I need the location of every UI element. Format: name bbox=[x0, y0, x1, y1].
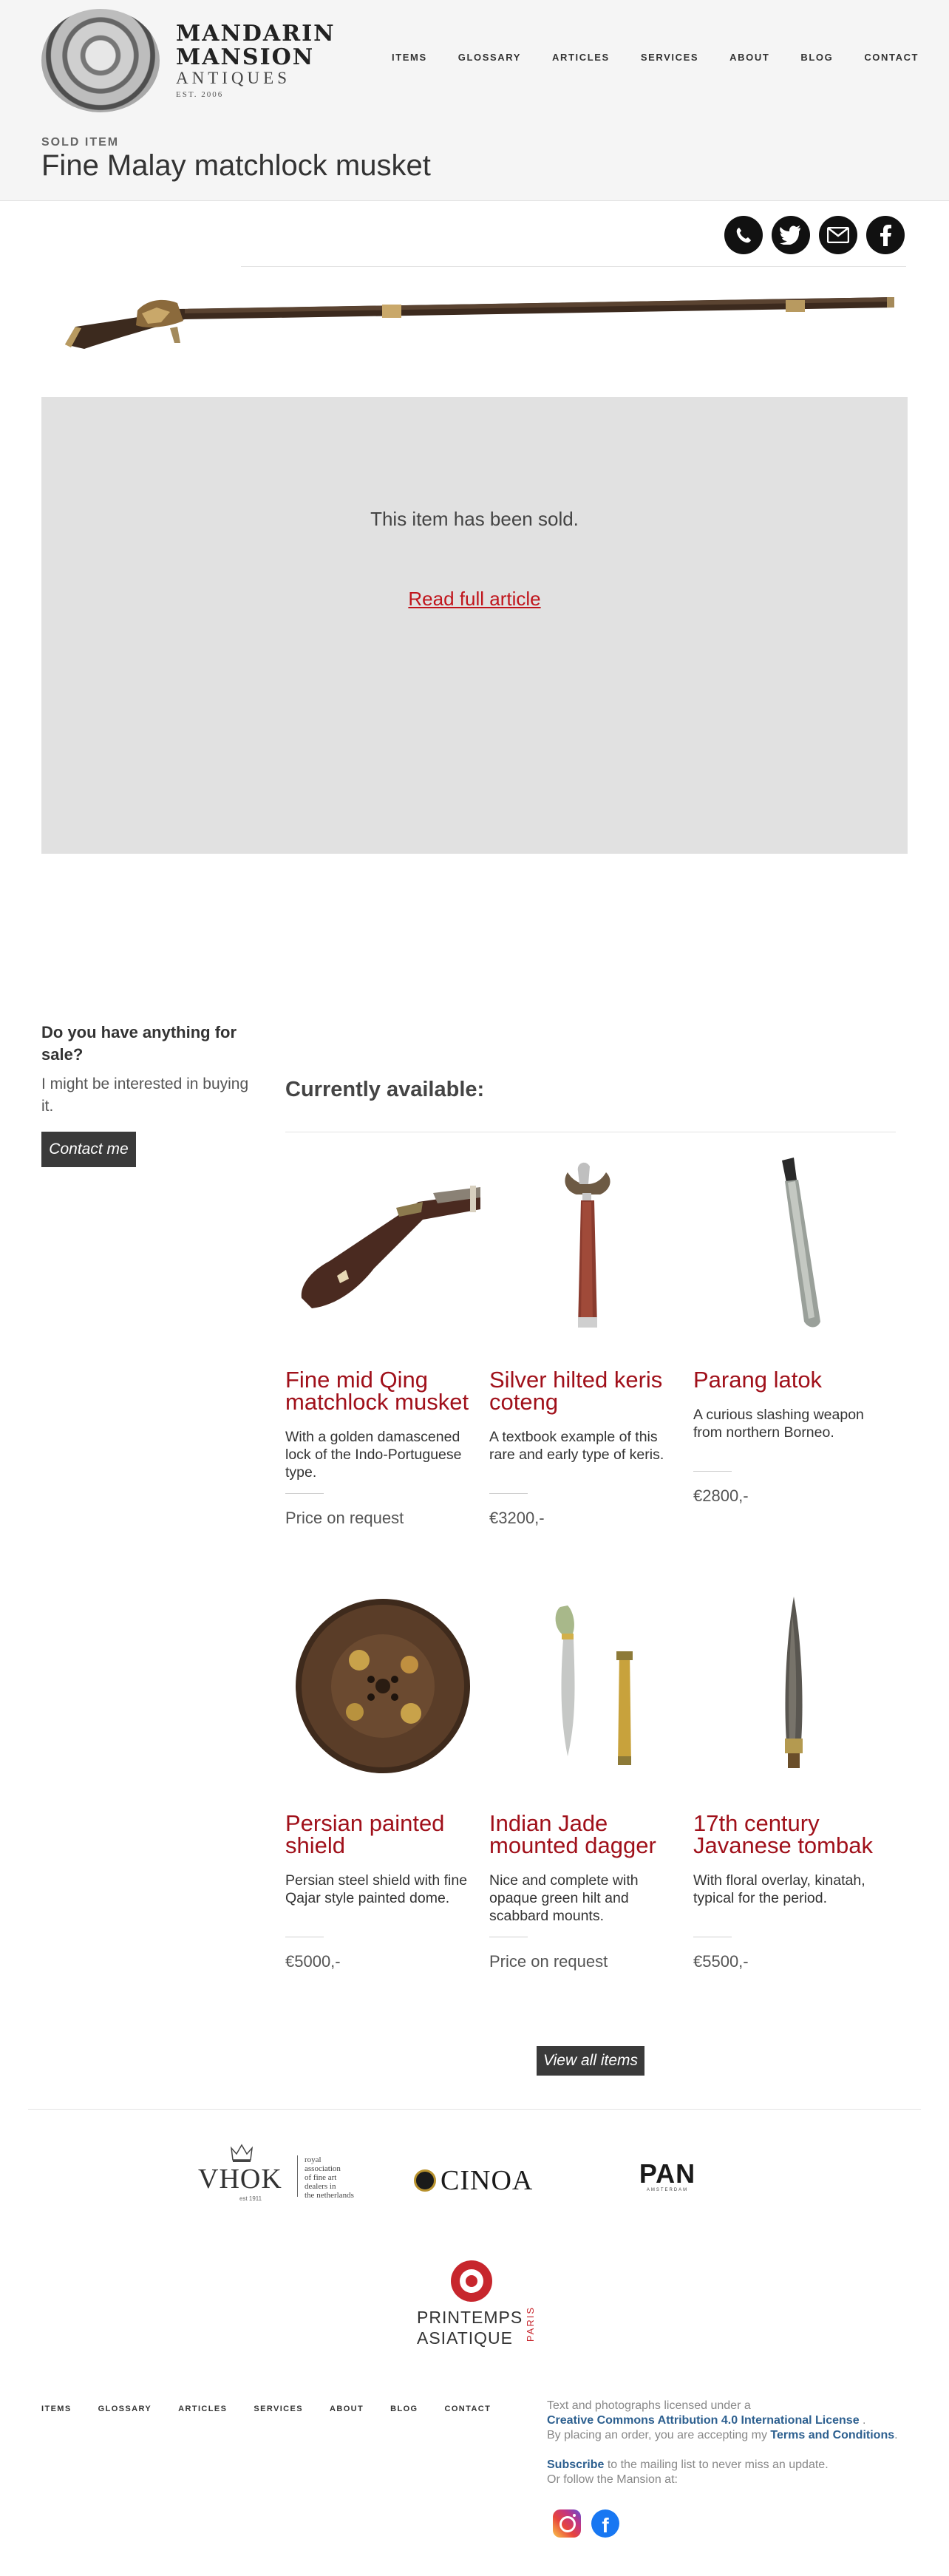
cinoa-emblem-icon bbox=[414, 2169, 436, 2192]
currently-available-heading: Currently available: bbox=[285, 1078, 485, 1101]
cc-license-link[interactable]: Creative Commons Attribution 4.0 International License bbox=[547, 2414, 860, 2427]
twitter-icon[interactable] bbox=[772, 216, 810, 254]
product-card[interactable] bbox=[285, 1150, 480, 1528]
nav-items[interactable]: ITEMS bbox=[392, 51, 427, 63]
instagram-icon[interactable] bbox=[553, 2509, 581, 2538]
product-title[interactable]: 17th century Javanese tombak bbox=[693, 1810, 873, 1858]
pan-wordmark: PAN bbox=[639, 2158, 696, 2189]
nav-contact[interactable]: CONTACT bbox=[864, 51, 919, 63]
product-image-keris[interactable] bbox=[489, 1150, 684, 1335]
product-image-parang[interactable] bbox=[693, 1150, 888, 1335]
footer-nav-blog[interactable]: BLOG bbox=[390, 2405, 418, 2413]
product-description: Persian steel shield with fine Qajar style painted dome. bbox=[285, 1872, 468, 1906]
product-title[interactable]: Indian Jade mounted dagger bbox=[489, 1810, 656, 1858]
printemps-asiatique-logo[interactable] bbox=[414, 2260, 540, 2354]
product-price: Price on request bbox=[285, 1509, 404, 1527]
product-card[interactable] bbox=[489, 1594, 684, 1971]
divider bbox=[28, 2109, 921, 2110]
site-logo[interactable] bbox=[41, 9, 336, 112]
product-card[interactable] bbox=[489, 1150, 684, 1528]
share-bar bbox=[724, 216, 905, 254]
logo-wordmark bbox=[176, 22, 336, 99]
page-title: Fine Malay matchlock musket bbox=[41, 149, 431, 182]
product-title[interactable]: Persian painted shield bbox=[285, 1810, 445, 1858]
logo-line-est: EST. 2006 bbox=[176, 90, 224, 99]
product-price: Price on request bbox=[489, 1952, 608, 1971]
product-card[interactable] bbox=[693, 1150, 888, 1506]
divider bbox=[285, 1493, 324, 1494]
product-image-jade-dagger[interactable] bbox=[489, 1594, 684, 1778]
sold-message: This item has been sold. bbox=[370, 508, 579, 530]
license-block: Text and photographs licensed under a Creative Commons Attribution 4.0 International License . By placing an order, you are accepting my Terms and Conditions. Subscribe to the mailing list to never miss an update. Or follow the Mansion at: bbox=[547, 2399, 916, 2487]
product-description: With floral overlay, kinatah, typical for the period. bbox=[693, 1872, 865, 1906]
product-description: A curious slashing weapon from northern Borneo. bbox=[693, 1407, 864, 1441]
subscribe-link[interactable]: Subscribe bbox=[547, 2458, 605, 2471]
product-card[interactable] bbox=[693, 1594, 888, 1971]
footer-nav-articles[interactable]: ARTICLES bbox=[178, 2405, 228, 2413]
crown-icon bbox=[231, 2144, 253, 2163]
footer-nav-glossary[interactable]: GLOSSARY bbox=[98, 2405, 152, 2413]
product-description: With a golden damascened lock of the Indo-Portuguese type. bbox=[285, 1429, 462, 1481]
logo-line-mandarin: MANDARIN bbox=[176, 21, 336, 47]
logo-line-mansion: MANSION bbox=[176, 44, 315, 70]
divider bbox=[693, 1471, 732, 1472]
sold-notice-box bbox=[41, 397, 908, 854]
sell-text: I might be interested in buying it. bbox=[41, 1075, 249, 1115]
footer-nav-about[interactable]: ABOUT bbox=[330, 2405, 364, 2413]
phone-icon[interactable] bbox=[724, 216, 763, 254]
printemps-emblem-icon bbox=[451, 2260, 492, 2302]
facebook-icon[interactable]: f bbox=[591, 2509, 619, 2538]
follow-text: Or follow the Mansion at: bbox=[547, 2473, 678, 2486]
divider bbox=[241, 266, 906, 267]
product-image-shield[interactable] bbox=[285, 1594, 480, 1778]
view-all-items-button[interactable]: View all items bbox=[537, 2046, 644, 2076]
main-nav bbox=[392, 49, 949, 65]
read-full-article-link[interactable]: Read full article bbox=[408, 588, 541, 610]
product-price: €5500,- bbox=[693, 1952, 749, 1971]
subscribe-text: to the mailing list to never miss an update. bbox=[607, 2458, 829, 2471]
footer-nav-contact[interactable]: CONTACT bbox=[444, 2405, 491, 2413]
printemps-side-label: PARIS bbox=[525, 2306, 536, 2342]
item-image-musket[interactable] bbox=[59, 281, 902, 355]
social-links bbox=[553, 2509, 619, 2538]
divider bbox=[297, 2155, 298, 2197]
product-price: €3200,- bbox=[489, 1509, 545, 1527]
nav-articles[interactable]: ARTICLES bbox=[552, 51, 610, 63]
product-price: €2800,- bbox=[693, 1486, 749, 1505]
sold-item-label: SOLD ITEM bbox=[41, 136, 120, 149]
terms-link[interactable]: Terms and Conditions bbox=[770, 2429, 895, 2441]
cinoa-wordmark: CINOA bbox=[441, 2165, 534, 2196]
product-description: A textbook example of this rare and early type of keris. bbox=[489, 1429, 664, 1463]
nav-services[interactable]: SERVICES bbox=[640, 51, 699, 63]
contact-me-button[interactable]: Contact me bbox=[41, 1132, 136, 1167]
terms-intro-text: By placing an order, you are accepting my bbox=[547, 2429, 767, 2441]
nav-about[interactable]: ABOUT bbox=[729, 51, 770, 63]
product-price: €5000,- bbox=[285, 1952, 341, 1971]
vhok-wordmark: VHOK bbox=[198, 2164, 282, 2195]
license-text: Text and photographs licensed under a bbox=[547, 2399, 751, 2412]
printemps-line1: PRINTEMPS bbox=[417, 2308, 523, 2327]
nav-glossary[interactable]: GLOSSARY bbox=[458, 51, 522, 63]
footer-nav-items[interactable]: ITEMS bbox=[41, 2405, 72, 2413]
product-title[interactable]: Parang latok bbox=[693, 1367, 823, 1393]
divider bbox=[489, 1493, 528, 1494]
email-icon[interactable] bbox=[819, 216, 857, 254]
vhok-description: royal association of fine art dealers in the netherlands bbox=[305, 2155, 354, 2200]
pan-logo[interactable] bbox=[634, 2160, 701, 2192]
sell-heading: Do you have anything for sale? bbox=[41, 1023, 237, 1064]
facebook-icon[interactable] bbox=[866, 216, 905, 254]
product-description: Nice and complete with opaque green hilt and scabbard mounts. bbox=[489, 1872, 639, 1924]
product-card[interactable] bbox=[285, 1594, 480, 1971]
product-title[interactable]: Fine mid Qing matchlock musket bbox=[285, 1367, 469, 1415]
footer-nav-services[interactable]: SERVICES bbox=[254, 2405, 303, 2413]
footer-nav bbox=[41, 2405, 517, 2413]
vhok-est: est 1911 bbox=[239, 2195, 262, 2202]
product-image-matchlock[interactable] bbox=[285, 1150, 480, 1335]
product-title[interactable]: Silver hilted keris coteng bbox=[489, 1367, 663, 1415]
vhok-logo[interactable] bbox=[198, 2142, 375, 2201]
printemps-line2: ASIATIQUE bbox=[417, 2328, 513, 2348]
logo-line-antiques: ANTIQUES bbox=[176, 69, 290, 87]
nav-blog[interactable]: BLOG bbox=[800, 51, 834, 63]
product-image-tombak[interactable] bbox=[693, 1594, 888, 1778]
cinoa-logo[interactable] bbox=[414, 2164, 533, 2197]
pan-subtitle: AMSTERDAM bbox=[646, 2188, 689, 2192]
logo-medallion-icon bbox=[41, 9, 160, 112]
